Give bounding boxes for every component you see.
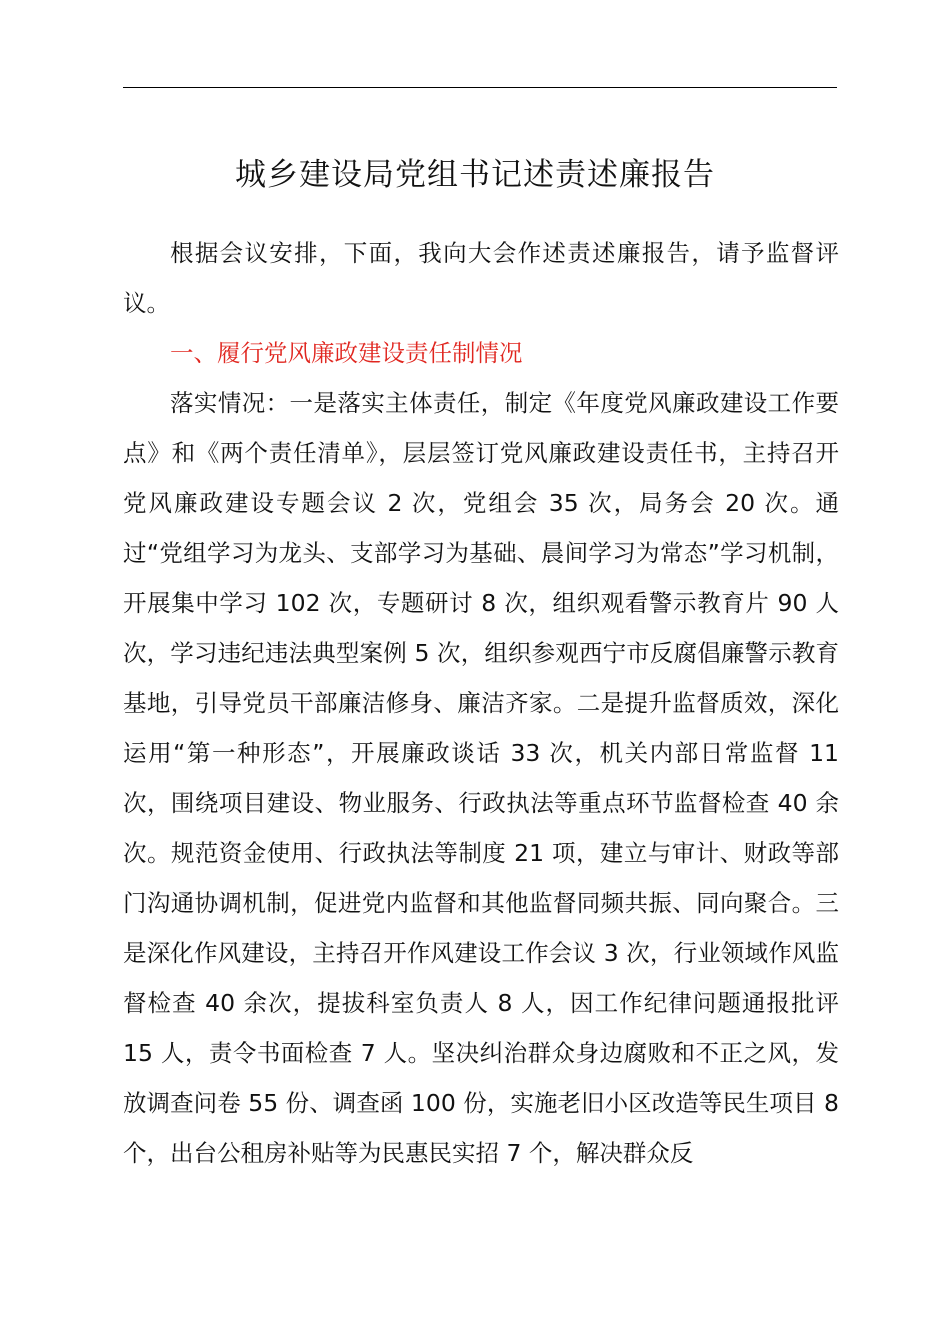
document-title: 城乡建设局党组书记述责述廉报告: [235, 157, 715, 193]
section-paragraph: 落实情况：一是落实主体责任，制定《年度党风廉政建设工作要点》和《两个责任清单》，层层签订党风廉政建设责任书，主持召开党风廉政建设专题会议 2 次，党组会 35 次，局务会 20 次。通过“党组学习为龙头、支部学习为基础、晨间学习为常态”学习机制，开展集中学习 102 次，专题研讨 8 次，组织观看警示教育片 90 人次，学习违纪违法典型案例 5 次，组织参观西宁市反腐倡廉警示教育基地，引导党员干部廉洁修身、廉洁齐家。二是提升监督质效，深化运用“第一种形态”，开展廉政谈话 33 次，机关内部日常监督 11 次，围绕项目建设、物业服务、行政执法等重点环节监督检查 40 余次。规范资金使用、行政执法等制度 21 项，建立与审计、财政等部门沟通协调机制，促进党内监督和其他监督同频共振、同向聚合。三是深化作风建设，主持召开作风建设工作会议 3 次，行业领域作风监督检查 40 余次，提拔科室负责人 8 人，因工作纪律问题通报批评 15 人，责令书面检查 7 人。坚决纠治群众身边腐败和不正之风，发放调查问卷 55 份、调查函 100 份，实施老旧小区改造等民生项目 8 个，出台公租房补贴等为民惠民实招 7 个，解决群众反: [123, 389, 839, 1167]
intro-paragraph: 根据会议安排，下面，我向大会作述责述廉报告，请予监督评议。: [123, 239, 839, 317]
section-heading: 一、履行党风廉政建设责任制情况: [170, 339, 523, 367]
document-body: [123, 228, 839, 1178]
header-rule: [123, 87, 837, 88]
